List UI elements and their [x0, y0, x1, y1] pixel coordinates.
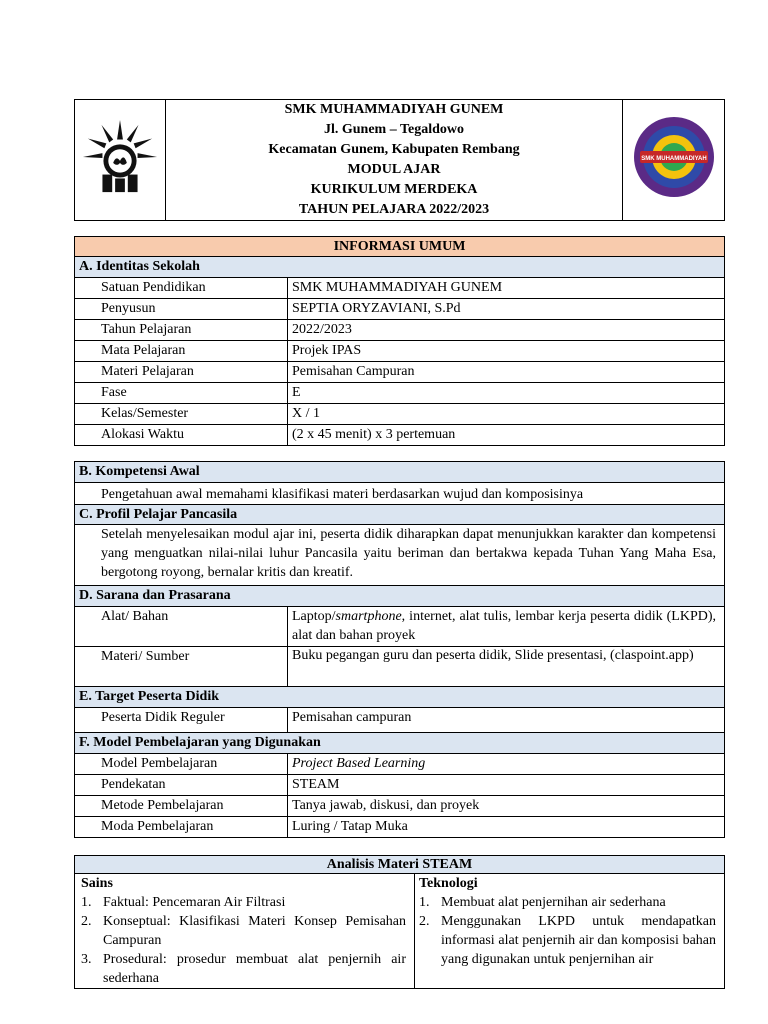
- row-value: 2022/2023: [288, 320, 725, 341]
- list-item: [81, 893, 406, 912]
- sains-heading: Sains: [81, 876, 113, 891]
- details-table: [74, 461, 725, 838]
- section-f-title: F. Model Pembelajaran yang Digunakan: [75, 733, 725, 754]
- list-number: 2.: [81, 914, 92, 929]
- list-number: 1.: [419, 895, 430, 910]
- academic-year: TAHUN PELAJARA 2022/2023: [298, 202, 490, 217]
- section-c-title: C. Profil Pelajar Pancasila: [75, 505, 725, 525]
- row-value: STEAM: [288, 775, 725, 796]
- list-number: 2.: [419, 914, 430, 929]
- target-value: Pemisahan campuran: [288, 708, 725, 733]
- row-label: Alokasi Waktu: [75, 425, 288, 446]
- alat-bahan-label: Alat/ Bahan: [75, 607, 288, 647]
- row-label: Tahun Pelajaran: [75, 320, 288, 341]
- school-address: Jl. Gunem – Tegaldowo: [323, 122, 465, 137]
- steam-table: [74, 855, 725, 989]
- row-label: Mata Pelajaran: [75, 341, 288, 362]
- list-text: Prosedural: prosedur membuat alat penjernih air sederhana: [103, 952, 406, 986]
- row-label: Satuan Pendidikan: [75, 278, 288, 299]
- row-value: Tanya jawab, diskusi, dan proyek: [288, 796, 725, 817]
- header-table: [74, 99, 725, 221]
- row-value: Luring / Tatap Muka: [288, 817, 725, 838]
- alat-bahan-value: [288, 607, 725, 647]
- row-label: Pendekatan: [75, 775, 288, 796]
- row-label: Moda Pembelajaran: [75, 817, 288, 838]
- row-label: Kelas/Semester: [75, 404, 288, 425]
- profil-pancasila-text: Setelah menyelesaikan modul ajar ini, peserta didik diharapkan dapat menunjukkan karakter dan kompetensi yang menguatkan nilai-nilai luhur Pancasila yaitu beriman dan bertakwa kepada Tuhan Yang Maha Esa, bergotong royong, bernalar kritis dan kreatif.: [75, 525, 725, 586]
- row-label: Metode Pembelajaran: [75, 796, 288, 817]
- row-label: Materi Pelajaran: [75, 362, 288, 383]
- section-e-title: E. Target Peserta Didik: [75, 687, 725, 708]
- alat-text-pre: Laptop/: [292, 609, 336, 624]
- school-badge-icon: [632, 115, 716, 199]
- materi-sumber-label: Materi/ Sumber: [75, 647, 288, 687]
- materi-sumber-value: Buku pegangan guru dan peserta didik, Slide presentasi, (claspoint.app): [288, 647, 725, 687]
- svg-text:SMK MUHAMMADIYAH: SMK MUHAMMADIYAH: [640, 156, 707, 162]
- row-label: Fase: [75, 383, 288, 404]
- list-text: Membuat alat penjernihan air sederhana: [441, 895, 666, 910]
- school-name: SMK MUHAMMADIYAH GUNEM: [284, 102, 504, 117]
- kompetensi-awal-text: Pengetahuan awal memahami klasifikasi materi berdasarkan wujud dan komposisinya: [75, 483, 725, 505]
- list-item: [419, 912, 716, 969]
- info-table: [74, 236, 725, 446]
- row-label: Model Pembelajaran: [75, 754, 288, 775]
- row-value: E: [288, 383, 725, 404]
- smk-badge-logo: [623, 100, 725, 221]
- list-item: [419, 893, 716, 912]
- list-text: Menggunakan LKPD untuk mendapatkan informasi alat penjernih air dan komposisi bahan yang digunakan untuk penjernihan air: [441, 914, 717, 967]
- sains-cell: [75, 874, 415, 989]
- list-number: 3.: [81, 952, 92, 967]
- row-value: (2 x 45 menit) x 3 pertemuan: [288, 425, 725, 446]
- teknologi-cell: [415, 874, 725, 989]
- row-value: Project Based Learning: [288, 754, 725, 775]
- info-title: INFORMASI UMUM: [75, 237, 725, 257]
- teknologi-list: [419, 893, 716, 969]
- muhammadiyah-logo: [75, 100, 166, 221]
- alat-text-italic: smartphone: [335, 609, 402, 624]
- teknologi-heading: Teknologi: [419, 876, 478, 891]
- row-value: SMK MUHAMMADIYAH GUNEM: [288, 278, 725, 299]
- section-d-title: D. Sarana dan Prasarana: [75, 586, 725, 607]
- alat-text-post: , internet, alat tulis, lembar kerja peserta didik (LKPD), alat dan bahan proyek: [292, 609, 717, 643]
- sun-emblem-icon: [81, 118, 159, 196]
- row-value: SEPTIA ORYZAVIANI, S.Pd: [288, 299, 725, 320]
- list-item: [81, 912, 406, 950]
- sains-list: [81, 893, 406, 988]
- list-text: Konseptual: Klasifikasi Materi Konsep Pemisahan Campuran: [103, 914, 406, 948]
- list-number: 1.: [81, 895, 92, 910]
- curriculum-name: KURIKULUM MERDEKA: [310, 182, 478, 197]
- list-text: Faktual: Pencemaran Air Filtrasi: [103, 895, 286, 910]
- section-b-title: B. Kompetensi Awal: [75, 462, 725, 483]
- steam-title: Analisis Materi STEAM: [75, 856, 725, 874]
- school-district: Kecamatan Gunem, Kabupaten Rembang: [268, 142, 520, 157]
- document-title: MODUL AJAR: [347, 162, 441, 177]
- row-value: Pemisahan Campuran: [288, 362, 725, 383]
- list-item: [81, 950, 406, 988]
- row-value: X / 1: [288, 404, 725, 425]
- row-label: Penyusun: [75, 299, 288, 320]
- target-label: Peserta Didik Reguler: [75, 708, 288, 733]
- section-a-title: A. Identitas Sekolah: [75, 257, 725, 278]
- header-center: [166, 100, 623, 221]
- row-value: Projek IPAS: [288, 341, 725, 362]
